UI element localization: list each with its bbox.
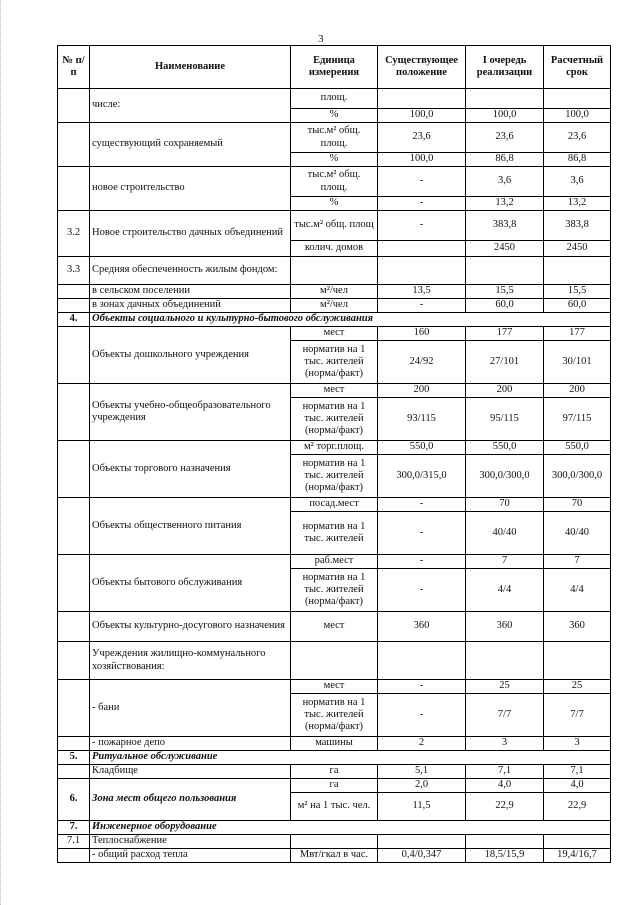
cell-unit [291, 257, 378, 285]
cell-first: 7/7 [466, 694, 544, 737]
cell-unit: норматив на 1 тыс. жителей (норма/факт) [291, 694, 378, 737]
left-margin-line [0, 0, 5, 905]
cell-unit: норматив на 1 тыс. жителей (норма/факт) [291, 398, 378, 441]
cell-name: Объекты общественного питания [90, 498, 291, 555]
cell-existing: 5,1 [378, 765, 466, 779]
cell-name: Объекты дошкольного учреждения [90, 327, 291, 384]
cell-unit: Мвт/гкал в час. [291, 849, 378, 863]
cell-final: 70 [544, 498, 611, 512]
cell-final: 3 [544, 737, 611, 751]
cell-first: 60,0 [466, 299, 544, 313]
cell-unit: м²/чел [291, 285, 378, 299]
cell-final: 100,0 [544, 109, 611, 123]
cell-unit: мест [291, 327, 378, 341]
cell-unit: тыс.м² общ. площ. [291, 167, 378, 197]
cell-unit: м²/чел [291, 299, 378, 313]
cell-existing [378, 835, 466, 849]
cell-final: 383,8 [544, 211, 611, 241]
cell-existing: - [378, 498, 466, 512]
cell-unit: колич. домов [291, 241, 378, 257]
cell-final: 40/40 [544, 512, 611, 555]
cell-final: 97/115 [544, 398, 611, 441]
cell-num [58, 498, 90, 555]
section-row [58, 751, 611, 765]
cell-existing: - [378, 167, 466, 197]
cell-final: 7/7 [544, 694, 611, 737]
table-row [58, 211, 611, 241]
cell-name: Объекты бытового обслуживания [90, 555, 291, 612]
cell-existing: - [378, 512, 466, 555]
cell-existing: 13,5 [378, 285, 466, 299]
cell-first: 95/115 [466, 398, 544, 441]
table-row [58, 765, 611, 779]
cell-first: 383,8 [466, 211, 544, 241]
cell-first: 300,0/300,0 [466, 455, 544, 498]
cell-existing: 200 [378, 384, 466, 398]
cell-num [58, 285, 90, 299]
cell-num [58, 765, 90, 779]
cell-num [58, 680, 90, 737]
cell-unit: мест [291, 612, 378, 642]
cell-unit: тыс.м² общ. площ [291, 211, 378, 241]
cell-first [466, 642, 544, 680]
cell-name: Теплоснабжение [90, 835, 291, 849]
section-num: 5. [58, 751, 90, 765]
cell-first: 70 [466, 498, 544, 512]
table-row [58, 779, 611, 793]
cell-final: 15,5 [544, 285, 611, 299]
cell-final: 30/101 [544, 341, 611, 384]
cell-existing: 23,6 [378, 123, 466, 153]
cell-first: 4,0 [466, 779, 544, 793]
section-title: Зона мест общего пользования [90, 779, 291, 821]
cell-unit: норматив на 1 тыс. жителей (норма/факт) [291, 455, 378, 498]
header-num: № п/п [58, 46, 90, 89]
cell-existing: - [378, 569, 466, 612]
cell-final: 86,8 [544, 153, 611, 167]
cell-first: 27/101 [466, 341, 544, 384]
cell-unit: мест [291, 680, 378, 694]
table-row [58, 642, 611, 680]
cell-unit: % [291, 153, 378, 167]
cell-unit: машины [291, 737, 378, 751]
section-title: Объекты социального и культурно-бытового обслуживания [90, 313, 611, 327]
cell-num [58, 612, 90, 642]
cell-first: 360 [466, 612, 544, 642]
cell-first: 4/4 [466, 569, 544, 612]
cell-unit: % [291, 197, 378, 211]
header-name: Наименование [90, 46, 291, 89]
cell-num [58, 299, 90, 313]
cell-existing: 93/115 [378, 398, 466, 441]
cell-unit: м² торг.площ. [291, 441, 378, 455]
cell-final: 177 [544, 327, 611, 341]
cell-unit: тыс.м² общ. площ. [291, 123, 378, 153]
cell-existing: - [378, 555, 466, 569]
cell-existing [378, 642, 466, 680]
cell-existing: 100,0 [378, 109, 466, 123]
cell-first: 18,5/15,9 [466, 849, 544, 863]
cell-num [58, 737, 90, 751]
cell-first: 550,0 [466, 441, 544, 455]
cell-name: Объекты культурно-досугового назначения [90, 612, 291, 642]
section-title: Инженерное оборудование [90, 821, 611, 835]
cell-final: 60,0 [544, 299, 611, 313]
table-row [58, 167, 611, 197]
cell-unit: раб.мест [291, 555, 378, 569]
cell-num [58, 327, 90, 384]
cell-final: 550,0 [544, 441, 611, 455]
cell-first [466, 89, 544, 109]
header-unit: Единица измерения [291, 46, 378, 89]
cell-final: 3,6 [544, 167, 611, 197]
table-row [58, 680, 611, 694]
cell-final: 200 [544, 384, 611, 398]
table-row [58, 89, 611, 109]
cell-existing: 2 [378, 737, 466, 751]
table-row [58, 327, 611, 341]
cell-final [544, 642, 611, 680]
cell-final: 19,4/16,7 [544, 849, 611, 863]
cell-existing: 11,5 [378, 793, 466, 821]
cell-unit [291, 642, 378, 680]
cell-first: 15,5 [466, 285, 544, 299]
cell-existing: - [378, 680, 466, 694]
cell-first: 200 [466, 384, 544, 398]
table-row [58, 612, 611, 642]
cell-final: 4/4 [544, 569, 611, 612]
cell-final: 7 [544, 555, 611, 569]
cell-final: 13,2 [544, 197, 611, 211]
cell-existing: 160 [378, 327, 466, 341]
cell-final [544, 257, 611, 285]
cell-unit: м² на 1 тыс. чел. [291, 793, 378, 821]
cell-final: 7,1 [544, 765, 611, 779]
cell-final: 360 [544, 612, 611, 642]
cell-existing: 360 [378, 612, 466, 642]
cell-unit [291, 835, 378, 849]
cell-unit: норматив на 1 тыс. жителей [291, 512, 378, 555]
cell-first: 22,9 [466, 793, 544, 821]
cell-existing [378, 257, 466, 285]
header-first-stage: I очередь реализации [466, 46, 544, 89]
table-row [58, 123, 611, 153]
cell-existing: 2,0 [378, 779, 466, 793]
cell-num: 3.2 [58, 211, 90, 257]
cell-num [58, 384, 90, 441]
cell-existing: 300,0/315,0 [378, 455, 466, 498]
table-row [58, 555, 611, 569]
cell-name: новое строительство [90, 167, 291, 211]
cell-existing: 550,0 [378, 441, 466, 455]
cell-name: Учреждения жилищно-коммунального хозяйствования: [90, 642, 291, 680]
cell-existing [378, 89, 466, 109]
cell-num [58, 642, 90, 680]
cell-unit: га [291, 765, 378, 779]
cell-num: 7.1 [58, 835, 90, 849]
table-row [58, 285, 611, 299]
section-row [58, 313, 611, 327]
indicators-table [57, 45, 611, 863]
table-row [58, 737, 611, 751]
cell-first: 86,8 [466, 153, 544, 167]
cell-existing [378, 241, 466, 257]
cell-first: 7 [466, 555, 544, 569]
cell-first: 13,2 [466, 197, 544, 211]
cell-first: 25 [466, 680, 544, 694]
cell-name: - бани [90, 680, 291, 737]
cell-name: в зонах дачных объединений [90, 299, 291, 313]
cell-name: - пожарное депо [90, 737, 291, 751]
page-number: 3 [318, 33, 324, 45]
cell-first: 40/40 [466, 512, 544, 555]
cell-unit: % [291, 109, 378, 123]
table-row [58, 441, 611, 455]
cell-first: 3 [466, 737, 544, 751]
cell-name: Объекты учебно-общеобразовательного учреждения [90, 384, 291, 441]
cell-unit: норматив на 1 тыс. жителей (норма/факт) [291, 341, 378, 384]
cell-unit: посад.мест [291, 498, 378, 512]
table-row [58, 257, 611, 285]
cell-final: 2450 [544, 241, 611, 257]
cell-final: 23,6 [544, 123, 611, 153]
section-num: 4. [58, 313, 90, 327]
cell-name: Средняя обеспеченность жилым фондом: [90, 257, 291, 285]
cell-name: Объекты торгового назначения [90, 441, 291, 498]
cell-first: 100,0 [466, 109, 544, 123]
cell-existing: - [378, 211, 466, 241]
cell-existing: - [378, 694, 466, 737]
cell-name: числе: [90, 89, 291, 123]
cell-existing: 100,0 [378, 153, 466, 167]
table-row [58, 299, 611, 313]
cell-final [544, 89, 611, 109]
cell-final: 300,0/300,0 [544, 455, 611, 498]
cell-name: существующий сохраняемый [90, 123, 291, 167]
table-header-row [58, 46, 611, 89]
cell-final: 22,9 [544, 793, 611, 821]
cell-num [58, 441, 90, 498]
cell-name: - общий расход тепла [90, 849, 291, 863]
cell-unit: площ. [291, 89, 378, 109]
header-final: Расчетный срок [544, 46, 611, 89]
cell-first: 7,1 [466, 765, 544, 779]
cell-unit: га [291, 779, 378, 793]
section-title: Ритуальное обслуживание [90, 751, 611, 765]
cell-num [58, 167, 90, 211]
cell-existing: - [378, 197, 466, 211]
cell-num [58, 123, 90, 167]
section-num: 7. [58, 821, 90, 835]
cell-existing: 0,4/0,347 [378, 849, 466, 863]
cell-first [466, 257, 544, 285]
table-row [58, 498, 611, 512]
table-row [58, 384, 611, 398]
cell-name: Кладбище [90, 765, 291, 779]
cell-first: 23,6 [466, 123, 544, 153]
cell-first: 2450 [466, 241, 544, 257]
cell-num [58, 89, 90, 123]
cell-first: 177 [466, 327, 544, 341]
section-row [58, 821, 611, 835]
cell-unit: норматив на 1 тыс. жителей (норма/факт) [291, 569, 378, 612]
cell-num [58, 555, 90, 612]
cell-final: 4,0 [544, 779, 611, 793]
table-row [58, 849, 611, 863]
cell-name: Новое строительство дачных объединений [90, 211, 291, 257]
cell-num: 3.3 [58, 257, 90, 285]
table-row [58, 835, 611, 849]
cell-first: 3,6 [466, 167, 544, 197]
cell-existing: - [378, 299, 466, 313]
cell-final: 25 [544, 680, 611, 694]
cell-existing: 24/92 [378, 341, 466, 384]
cell-name: в сельском поселении [90, 285, 291, 299]
cell-unit: мест [291, 384, 378, 398]
cell-final [544, 835, 611, 849]
cell-num [58, 849, 90, 863]
section-num: 6. [58, 779, 90, 821]
cell-first [466, 835, 544, 849]
header-existing: Существующее положение [378, 46, 466, 89]
